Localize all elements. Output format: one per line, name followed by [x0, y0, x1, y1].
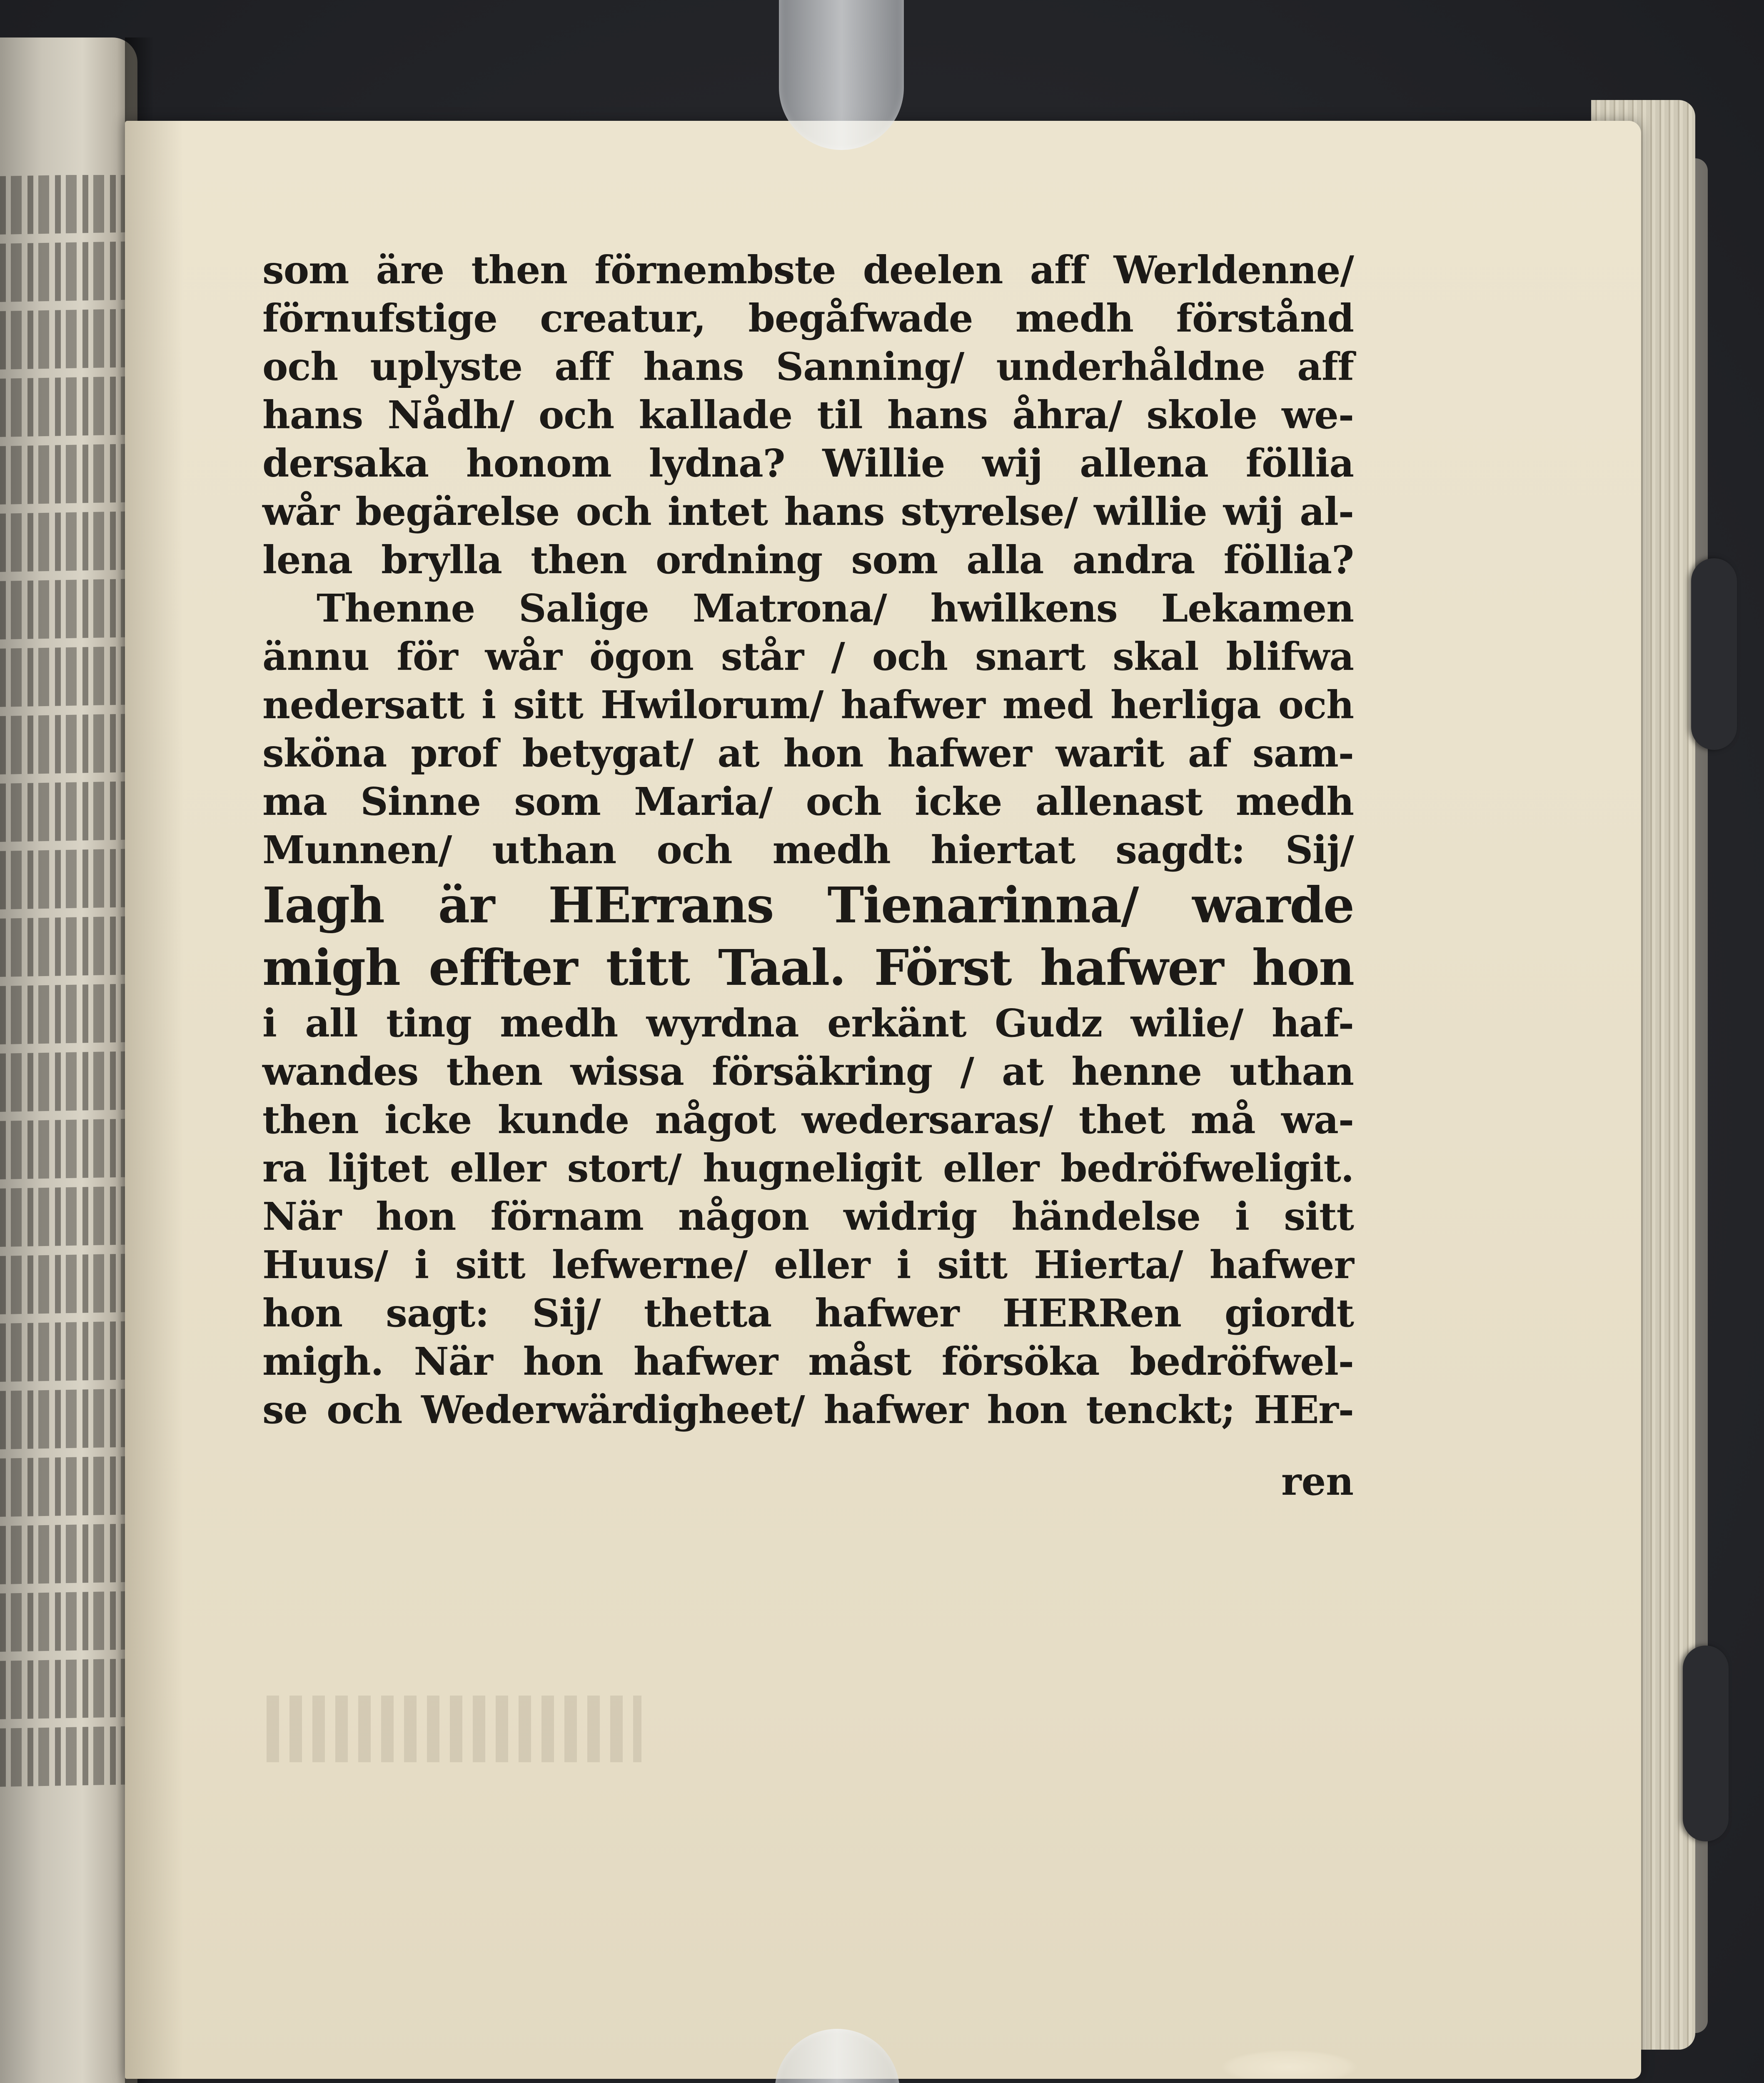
text-line: then icke kunde något wedersaras/ thet må wa- — [262, 1097, 1354, 1142]
show-through — [267, 1696, 641, 1762]
text-line: Thenne Salige Matrona/ hwilkens Lekamen — [317, 586, 1354, 631]
frayed-paper-edge — [1220, 2050, 1358, 2079]
text-line: ra lijtet eller stort/ hugneligit eller bedröfweligit. — [262, 1146, 1354, 1191]
book-clip-lower — [1683, 1646, 1729, 1841]
text-line: nedersatt i sitt Hwilorum/ hafwer med herliga och — [262, 682, 1354, 727]
text-line: hans Nådh/ och kallade til hans åhra/ skole we- — [262, 392, 1354, 437]
text-line: När hon förnam någon widrig händelse i sitt — [262, 1194, 1354, 1239]
text-line: som äre then förnembste deelen aff Werldenne/ — [262, 247, 1354, 292]
text-block — [262, 246, 1354, 1517]
catchword-row — [262, 1459, 1354, 1517]
text-line-emphasis: Iagh är HErrans Tienarinna/ warde — [262, 876, 1354, 934]
text-line: migh. När hon hafwer måst försöka bedröfwel- — [262, 1339, 1354, 1384]
text-line: wår begärelse och intet hans styrelse/ willie wij al- — [262, 489, 1354, 534]
text-line: och uplyste aff hans Sanning/ underhåldne aff — [262, 344, 1354, 389]
left-page-text-fragment — [0, 175, 137, 1800]
text-line: Munnen/ uthan och medh hiertat sagdt: Sij/ — [262, 827, 1354, 872]
catchword: ren — [1281, 1459, 1354, 1504]
text-line: i all ting medh wyrdna erkänt Gudz wilie/ haf- — [262, 1001, 1354, 1046]
text-line: Huus/ i sitt lefwerne/ eller i sitt Hierta/ hafwer — [262, 1242, 1354, 1287]
text-line-emphasis: migh effter titt Taal. Först hafwer hon — [262, 939, 1354, 997]
text-line: dersaka honom lydna? Willie wij allena föllia — [262, 441, 1354, 486]
text-line: förnufstige creatur, begåfwade medh förstånd — [262, 296, 1354, 341]
text-line: hon sagt: Sij/ thetta hafwer HERRen giordt — [262, 1291, 1354, 1336]
text-line: se och Wederwärdigheet/ hafwer hon tenckt; HEr- — [262, 1387, 1354, 1432]
text-line: ännu för wår ögon står / och snart skal blifwa — [262, 634, 1354, 679]
text-line: wandes then wissa försäkring / at henne uthan — [262, 1049, 1354, 1094]
left-page — [0, 37, 137, 2083]
text-line: sköna prof betygat/ at hon hafwer warit af sam- — [262, 731, 1354, 776]
mylar-strap-top — [779, 0, 904, 150]
book-clip-upper — [1691, 558, 1737, 750]
text-line: ma Sinne som Maria/ och icke allenast medh — [262, 779, 1354, 824]
text-line: lena brylla then ordning som alla andra föllia? — [262, 537, 1354, 582]
right-page — [125, 121, 1641, 2079]
